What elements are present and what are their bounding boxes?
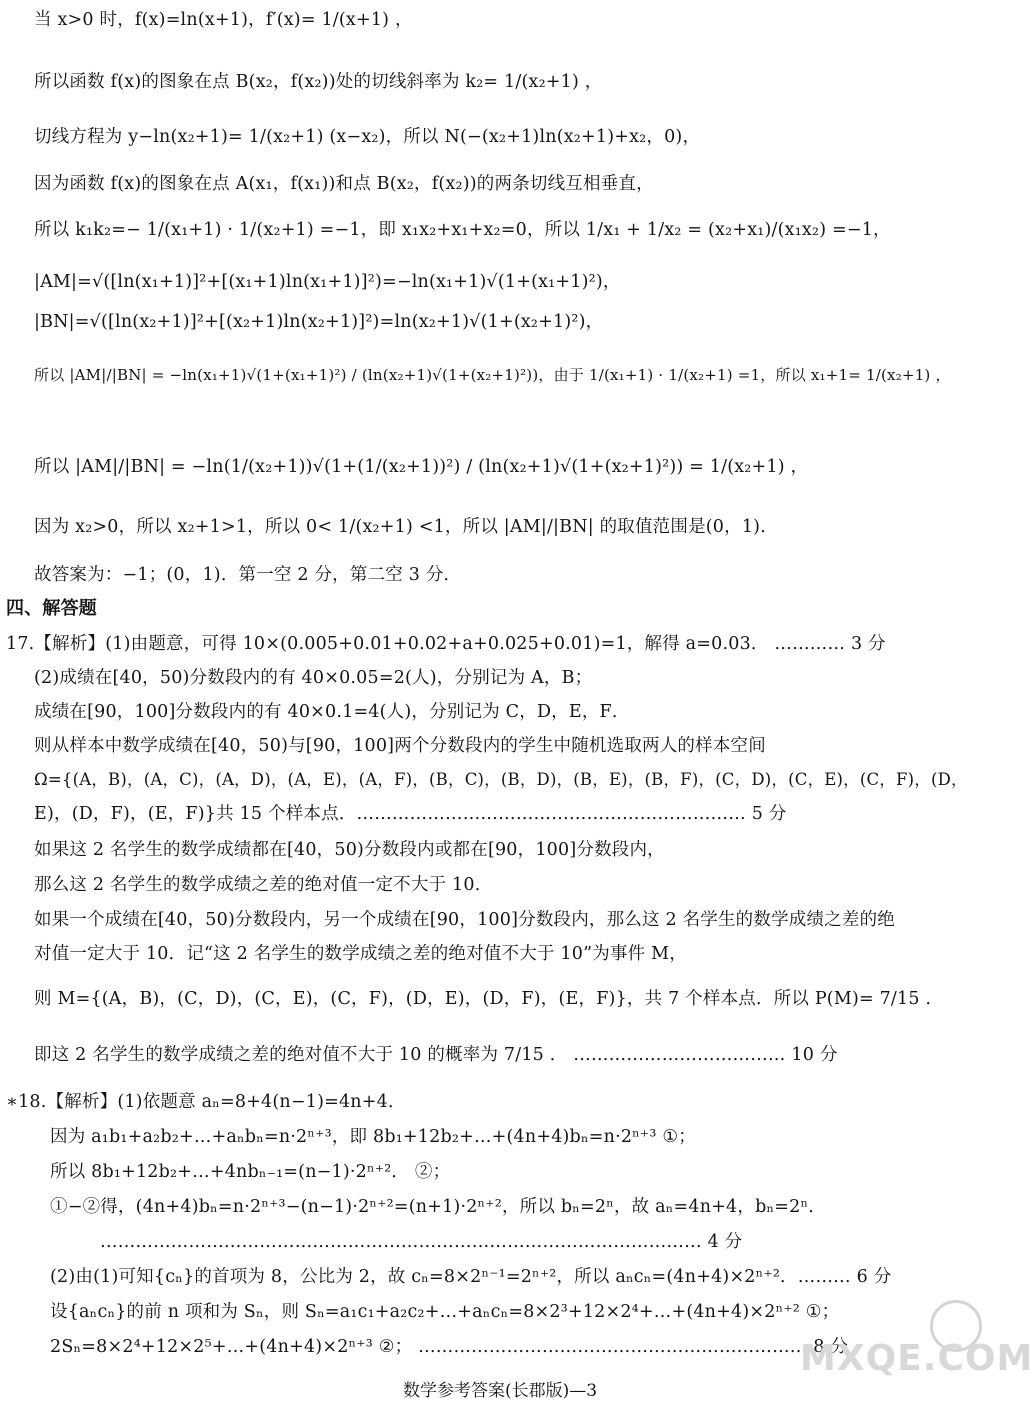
text-line: 因为 a₁b₁+a₂b₂+…+aₙbₙ=n·2ⁿ⁺³，即 8b₁+12b₂+…+(4n+4)bₙ=n·2ⁿ⁺³ ①； [50, 1127, 696, 1147]
text-line: 如果这 2 名学生的数学成绩都在[40，50)分数段内或都在[90，100]分数段内， [34, 840, 665, 860]
text-line: |AM|=√([ln(x₁+1)]²+[(x₁+1)ln(x₁+1)]²)=−ln(x₁+1)√(1+(x₁+1)²)， [34, 272, 621, 292]
text-line: 设{aₙcₙ}的前 n 项和为 Sₙ，则 Sₙ=a₁c₁+a₂c₂+…+aₙcₙ=8×2³+12×2⁴+…+(4n+4)×2ⁿ⁺² ①； [50, 1302, 840, 1322]
text-line: 因为 x₂>0，所以 x₂+1>1，所以 0< 1/(x₂+1) <1，所以 |AM|/|BN| 的取值范围是(0，1)． [34, 517, 778, 537]
text-line: 即这 2 名学生的数学成绩之差的绝对值不大于 10 的概率为 7/15 ． ……………………………… 10 分 [34, 1045, 838, 1065]
text-line: 则 M={(A，B)，(C，D)，(C，E)，(C，F)，(D，E)，(D，F)，(E，F)}，共 7 个样本点．所以 P(M)= 7/15 ． [34, 989, 944, 1009]
text-line: 17.【解析】(1)由题意，可得 10×(0.005+0.01+0.02+a+0.025+0.01)=1，解得 a=0.03． ………… 3 分 [6, 634, 886, 654]
text-line: 对值一定大于 10．记“这 2 名学生的数学成绩之差的绝对值不大于 10”为事件 M， [34, 944, 687, 964]
text-line: |BN|=√([ln(x₂+1)]²+[(x₂+1)ln(x₂+1)]²)=ln(x₂+1)√(1+(x₂+1)²)， [34, 312, 604, 332]
text-line: ∗18.【解析】(1)依题意 aₙ=8+4(n−1)=4n+4． [6, 1092, 406, 1112]
page-footer: 数学参考答案(长郡版)—3 [402, 1381, 598, 1401]
text-line: 那么这 2 名学生的数学成绩之差的绝对值一定不大于 10． [34, 875, 493, 895]
text-line: 所以函数 f(x)的图象在点 B(x₂，f(x₂))处的切线斜率为 k₂= 1/(x₂+1) ， [34, 72, 603, 92]
text-line: E)，(D，F)，(E，F)}共 15 个样本点．………………………………………………………… 5 分 [34, 804, 787, 824]
text-line: (2)由(1)可知{cₙ}的首项为 8，公比为 2，故 cₙ=8×2ⁿ⁻¹=2ⁿ⁺²，所以 aₙcₙ=(4n+4)×2ⁿ⁺²．……… 6 分 [50, 1267, 892, 1287]
text-line: 切线方程为 y−ln(x₂+1)= 1/(x₂+1) (x−x₂)，所以 N(−(x₂+1)ln(x₂+1)+x₂，0)， [34, 127, 701, 147]
text-line: 所以 |AM|/|BN| = −ln(1/(x₂+1))√(1+(1/(x₂+1))²) / (ln(x₂+1)√(1+(x₂+1)²)) = 1/(x₂+1) ， [34, 457, 809, 477]
text-line: ………………………………………………………………………………………… 4 分 [100, 1232, 743, 1252]
text-line: ①−②得，(4n+4)bₙ=n·2ⁿ⁺³−(n−1)·2ⁿ⁺²=(n+1)·2ⁿ⁺²，所以 bₙ=2ⁿ，故 aₙ=4n+4，bₙ=2ⁿ． [50, 1197, 826, 1217]
watermark-text: MXQE.COM [800, 1338, 1033, 1379]
text-line: (2)成绩在[40，50)分数段内的有 40×0.05=2(人)，分别记为 A，B； [34, 668, 593, 688]
text-line: 所以 8b₁+12b₂+…+4nbₙ₋₁=(n−1)·2ⁿ⁺²． ②； [50, 1162, 451, 1182]
text-line: Ω={(A，B)，(A，C)，(A，D)，(A，E)，(A，F)，(B，C)，(B，D)，(B，E)，(B，F)，(C，D)，(C，E)，(C，F)，(D， [34, 770, 968, 789]
text-line: 故答案为：−1；(0，1)．第一空 2 分，第二空 3 分． [34, 565, 462, 585]
text-line: 2Sₙ=8×2⁴+12×2⁵+…+(4n+4)×2ⁿ⁺³ ②； ………………………………………………………… 8 分 [50, 1337, 849, 1357]
text-line: 成绩在[90，100]分数段内的有 40×0.1=4(人)，分别记为 C，D，E，F． [34, 702, 630, 722]
text-line: 所以 k₁k₂=− 1/(x₁+1) · 1/(x₂+1) =−1，即 x₁x₂+x₁+x₂=0，所以 1/x₁ + 1/x₂ = (x₂+x₁)/(x₁x₂) =−1， [34, 220, 891, 240]
text-line: 如果一个成绩在[40，50)分数段内，另一个成绩在[90，100]分数段内，那么这 2 名学生的数学成绩之差的绝 [34, 910, 895, 930]
text-line: 所以 |AM|/|BN| = −ln(x₁+1)√(1+(x₁+1)²) / (ln(x₂+1)√(1+(x₂+1)²))，由于 1/(x₁+1) · 1/(x₂+1) =1，所以 x₁+1= 1/(x₂+1) ， [34, 366, 951, 384]
text-line: 当 x>0 时，f(x)=ln(x+1)，f′(x)= 1/(x+1) ， [34, 10, 413, 30]
section-heading: 四、解答题 [6, 598, 97, 619]
text-line: 因为函数 f(x)的图象在点 A(x₁，f(x₁))和点 B(x₂，f(x₂))的两条切线互相垂直， [34, 174, 654, 194]
text-line: 则从样本中数学成绩在[40，50)与[90，100]两个分数段内的学生中随机选取两人的样本空间 [34, 736, 766, 756]
